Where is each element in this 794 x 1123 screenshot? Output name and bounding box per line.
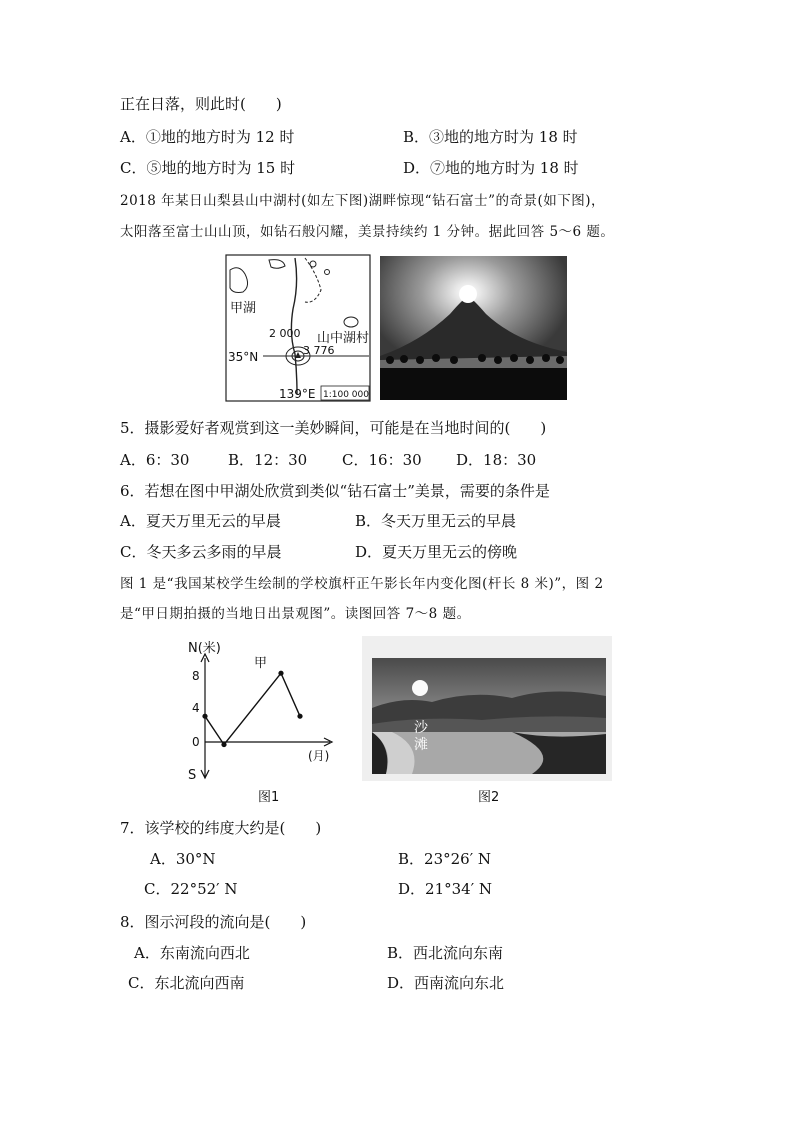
passage1-line2: 太阳落至富士山山顶，如钻石般闪耀，美景持续约 1 分钟。据此回答 5～6 题。 — [120, 224, 615, 240]
q5-stem: 5．摄影爱好者观赏到这一美妙瞬间，可能是在当地时间的( ) — [120, 419, 547, 437]
q5-option-b: B．12：30 — [228, 451, 308, 469]
data-point — [221, 742, 226, 747]
q5-option-c: C．16：30 — [342, 451, 422, 469]
q7-option-a: A．30°N — [150, 850, 216, 868]
figure1-chart — [180, 636, 350, 806]
q6-option-b: B．冬天万里无云的早晨 — [355, 512, 517, 530]
q6-stem: 6．若想在图中甲湖处欣赏到类似“钻石富士”美景，需要的条件是 — [120, 482, 550, 500]
figure1-caption: 图1 — [258, 790, 280, 805]
location-map — [225, 254, 371, 402]
beach-label: 沙 滩 — [414, 720, 428, 753]
q8-stem: 8．图示河段的流向是( ) — [120, 913, 307, 931]
q8-option-b: B．西北流向东南 — [387, 944, 504, 962]
passage1-line1: 2018 年某日山梨县山中湖村(如左下图)湖畔惊现“钻石富士”的奇景(如下图)， — [120, 193, 606, 209]
q5-option-a: A．6：30 — [120, 451, 190, 469]
sun-icon — [412, 680, 428, 696]
data-point — [278, 671, 283, 676]
q4-option-b: B．③地的地方时为 18 时 — [403, 128, 578, 146]
q7-option-b: B．23°26′ N — [398, 850, 491, 868]
data-point — [202, 714, 207, 719]
q7-stem: 7．该学校的纬度大约是( ) — [120, 819, 322, 837]
q4-option-d: D．⑦地的地方时为 18 时 — [403, 159, 579, 177]
south-label: S — [188, 768, 197, 783]
shadow-length-line — [205, 673, 300, 744]
q6-option-c: C．冬天多云多雨的早晨 — [120, 543, 282, 561]
q7-option-c: C．22°52′ N — [144, 880, 238, 898]
y-tick-0: 0 — [192, 735, 200, 749]
lat-label: 35°N — [228, 350, 259, 364]
q6-option-d: D．夏天万里无云的傍晚 — [355, 543, 518, 561]
q8-option-c: C．东北流向西南 — [128, 974, 245, 992]
q4-stem: 正在日落，则此时( ) — [120, 95, 282, 113]
q4-option-c: C．⑤地的地方时为 15 时 — [120, 159, 296, 177]
y-tick-4: 4 — [192, 701, 200, 715]
q8-option-a: A．东南流向西北 — [134, 944, 250, 962]
figure2-photo — [362, 636, 612, 806]
diamond-fuji-photo — [380, 256, 567, 400]
q5-option-d: D．18：30 — [456, 451, 537, 469]
y-tick-8: 8 — [192, 669, 200, 683]
q7-option-d: D．21°34′ N — [398, 880, 492, 898]
contour-label: 2 000 — [269, 327, 301, 340]
peak-label: 3 776 — [303, 344, 335, 357]
lon-label: 139°E — [279, 387, 316, 401]
q4-option-a: A．①地的地方时为 12 时 — [120, 128, 295, 146]
passage2-line1: 图 1 是“我国某校学生绘制的学校旗杆正午影长年内变化图(杆长 8 米)”，图 2 — [120, 576, 604, 592]
village-label: 山中湖村 — [317, 331, 370, 346]
x-axis-label: (月) — [308, 749, 330, 763]
scale-label: 1:100 000 — [323, 390, 369, 400]
q6-option-a: A．夏天万里无云的早晨 — [120, 512, 281, 530]
sun-icon — [459, 285, 477, 303]
point-jia-label: 甲 — [254, 656, 268, 671]
figure2-caption: 图2 — [478, 790, 500, 805]
passage2-line2: 是“甲日期拍摄的当地日出景观图”。读图回答 7～8 题。 — [120, 606, 471, 622]
q8-option-d: D．西南流向东北 — [387, 974, 505, 992]
y-axis-label: N(米) — [188, 641, 221, 656]
data-point — [297, 714, 302, 719]
lake-label: 甲湖 — [230, 301, 257, 316]
